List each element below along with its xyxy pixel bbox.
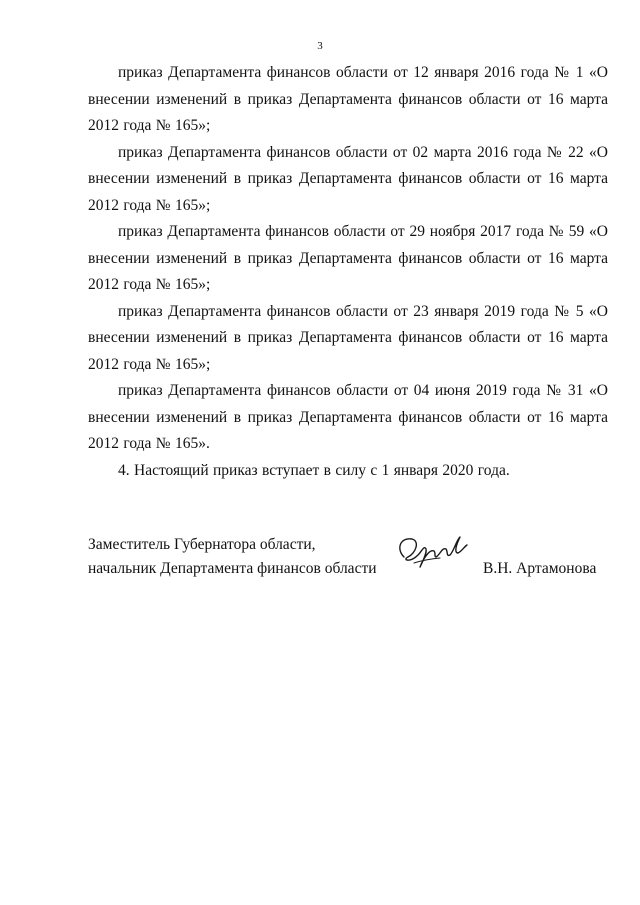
handwritten-signature <box>390 527 470 577</box>
order-reference-paragraph: приказ Департамента финансов области от 12 января 2016 года № 1 «О внесении изменений в приказ Департамента финансов области от 16 марта 2012 года № 165»; <box>88 64 608 134</box>
document-body <box>88 60 608 484</box>
order-reference-paragraph: приказ Департамента финансов области от 02 марта 2016 года № 22 «О внесении изменений в приказ Департамента финансов области от 16 марта 2012 года № 165»; <box>88 143 608 214</box>
order-reference-paragraph: приказ Департамента финансов области от 04 июня 2019 года № 31 «О внесении изменений в приказ Департамента финансов области от 16 марта 2012 года № 165». <box>88 382 608 452</box>
order-reference-paragraph: приказ Департамента финансов области от 29 ноября 2017 года № 59 «О внесении изменений в приказ Департамента финансов области от 16 марта 2012 года № 165»; <box>88 223 608 293</box>
page-number: 3 <box>317 40 323 52</box>
signer-position-line: Заместитель Губернатора области, <box>88 536 316 553</box>
signer-position <box>88 533 377 581</box>
effective-date-clause: 4. Настоящий приказ вступает в силу с 1 января 2020 года. <box>118 461 510 479</box>
signature-block <box>88 533 608 593</box>
signer-name: В.Н. Артамонова <box>483 560 597 577</box>
order-reference-paragraph: приказ Департамента финансов области от 23 января 2019 года № 5 «О внесении изменений в приказ Департамента финансов области от 16 марта 2012 года № 165»; <box>88 302 608 373</box>
signer-position-line: начальник Департамента финансов области <box>88 560 377 577</box>
